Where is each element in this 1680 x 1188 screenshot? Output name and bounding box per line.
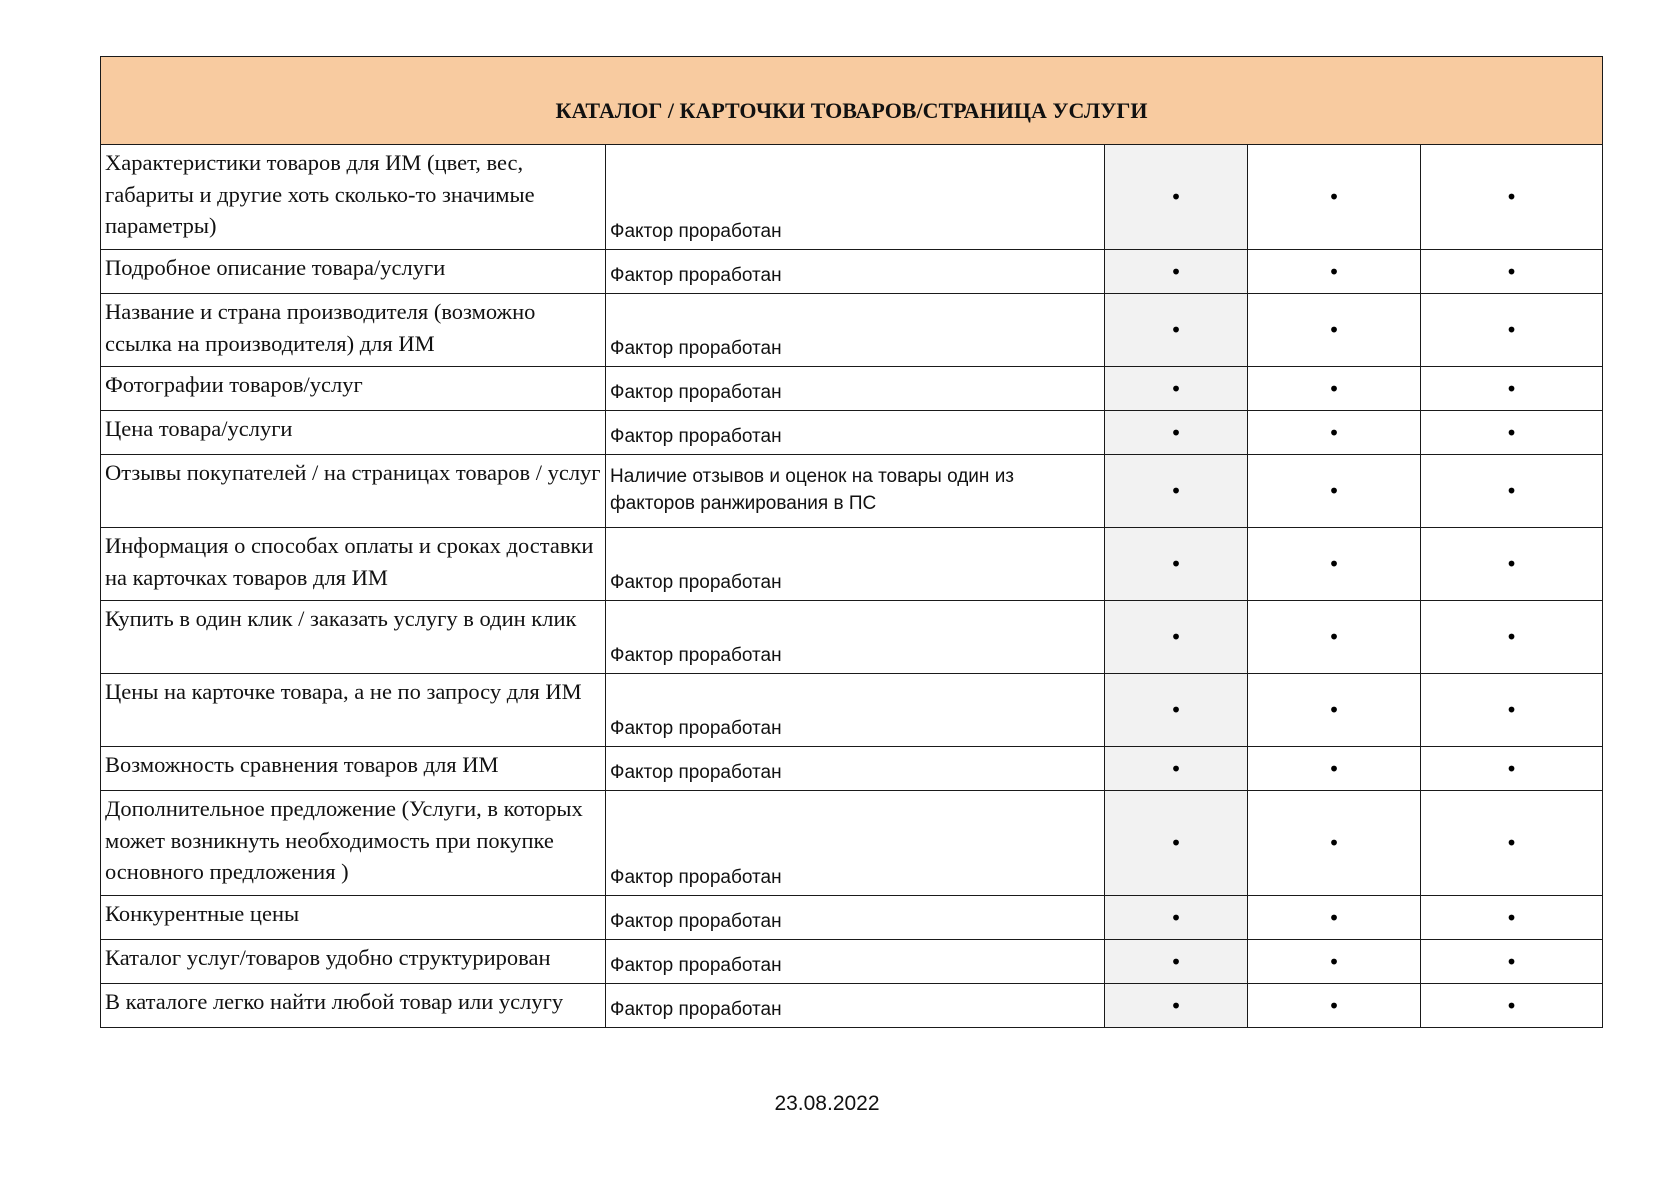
bullet-mark: • (1248, 896, 1421, 940)
table-row (101, 984, 1603, 1028)
table-row (101, 896, 1603, 940)
factor-cell: В каталоге легко найти любой товар или услугу (101, 984, 606, 1028)
comment-cell: Фактор проработан (606, 528, 1105, 601)
factor-cell: Название и страна производителя (возможно ссылка на производителя) для ИМ (101, 294, 606, 367)
comment-cell: Фактор проработан (606, 791, 1105, 896)
bullet-mark: • (1421, 528, 1603, 601)
bullet-mark: • (1421, 455, 1603, 528)
bullet-mark: • (1421, 411, 1603, 455)
bullet-mark: • (1105, 601, 1248, 674)
comment-cell: Фактор проработан (606, 411, 1105, 455)
footer-date: 23.08.2022 (774, 1092, 880, 1115)
bullet-mark: • (1248, 250, 1421, 294)
bullet-mark: • (1105, 455, 1248, 528)
factor-cell: Каталог услуг/товаров удобно структурирован (101, 940, 606, 984)
catalog-checklist-table (100, 56, 1603, 1028)
table-row (101, 411, 1603, 455)
comment-cell: Фактор проработан (606, 367, 1105, 411)
factor-cell: Конкурентные цены (101, 896, 606, 940)
factor-cell: Купить в один клик / заказать услугу в один клик (101, 601, 606, 674)
comment-cell: Фактор проработан (606, 250, 1105, 294)
comment-cell: Фактор проработан (606, 674, 1105, 747)
table-row (101, 747, 1603, 791)
bullet-mark: • (1248, 747, 1421, 791)
factor-cell: Отзывы покупателей / на страницах товаров / услуг (101, 455, 606, 528)
bullet-mark: • (1248, 455, 1421, 528)
bullet-mark: • (1421, 791, 1603, 896)
bullet-mark: • (1248, 411, 1421, 455)
bullet-mark: • (1105, 250, 1248, 294)
factor-cell: Подробное описание товара/услуги (101, 250, 606, 294)
bullet-mark: • (1248, 294, 1421, 367)
factor-cell: Возможность сравнения товаров для ИМ (101, 747, 606, 791)
bullet-mark: • (1421, 294, 1603, 367)
bullet-mark: • (1421, 896, 1603, 940)
comment-cell: Фактор проработан (606, 294, 1105, 367)
comment-cell: Фактор проработан (606, 747, 1105, 791)
table-row (101, 367, 1603, 411)
bullet-mark: • (1248, 984, 1421, 1028)
table-row (101, 528, 1603, 601)
bullet-mark: • (1421, 940, 1603, 984)
table-row (101, 145, 1603, 250)
bullet-mark: • (1421, 145, 1603, 250)
comment-cell: Наличие отзывов и оценок на товары один из факторов ранжирования в ПС (606, 455, 1105, 528)
table-row (101, 940, 1603, 984)
bullet-mark: • (1105, 411, 1248, 455)
bullet-mark: • (1248, 145, 1421, 250)
table-row (101, 294, 1603, 367)
bullet-mark: • (1421, 367, 1603, 411)
bullet-mark: • (1421, 747, 1603, 791)
section-title: КАТАЛОГ / КАРТОЧКИ ТОВАРОВ/СТРАНИЦА УСЛУГИ (101, 57, 1603, 145)
table-row (101, 601, 1603, 674)
comment-cell: Фактор проработан (606, 145, 1105, 250)
bullet-mark: • (1248, 601, 1421, 674)
bullet-mark: • (1248, 528, 1421, 601)
bullet-mark: • (1421, 250, 1603, 294)
bullet-mark: • (1105, 528, 1248, 601)
factor-cell: Дополнительное предложение (Услуги, в которых может возникнуть необходимость при покупке основного предложения ) (101, 791, 606, 896)
bullet-mark: • (1248, 940, 1421, 984)
table-row (101, 455, 1603, 528)
bullet-mark: • (1105, 896, 1248, 940)
factor-cell: Цена товара/услуги (101, 411, 606, 455)
table-row (101, 250, 1603, 294)
section-header-row (101, 57, 1603, 145)
bullet-mark: • (1421, 674, 1603, 747)
bullet-mark: • (1105, 791, 1248, 896)
factor-cell: Характеристики товаров для ИМ (цвет, вес, габариты и другие хоть сколько-то значимые параметры) (101, 145, 606, 250)
comment-cell: Фактор проработан (606, 940, 1105, 984)
table-row (101, 674, 1603, 747)
comment-cell: Фактор проработан (606, 601, 1105, 674)
bullet-mark: • (1421, 601, 1603, 674)
bullet-mark: • (1105, 940, 1248, 984)
bullet-mark: • (1421, 984, 1603, 1028)
bullet-mark: • (1248, 674, 1421, 747)
factor-cell: Цены на карточке товара, а не по запросу для ИМ (101, 674, 606, 747)
factor-cell: Информация о способах оплаты и сроках доставки на карточках товаров для ИМ (101, 528, 606, 601)
bullet-mark: • (1105, 674, 1248, 747)
comment-cell: Фактор проработан (606, 896, 1105, 940)
bullet-mark: • (1105, 984, 1248, 1028)
bullet-mark: • (1105, 747, 1248, 791)
comment-cell: Фактор проработан (606, 984, 1105, 1028)
bullet-mark: • (1105, 367, 1248, 411)
bullet-mark: • (1105, 294, 1248, 367)
table-row (101, 791, 1603, 896)
factor-cell: Фотографии товаров/услуг (101, 367, 606, 411)
bullet-mark: • (1248, 791, 1421, 896)
bullet-mark: • (1248, 367, 1421, 411)
bullet-mark: • (1105, 145, 1248, 250)
